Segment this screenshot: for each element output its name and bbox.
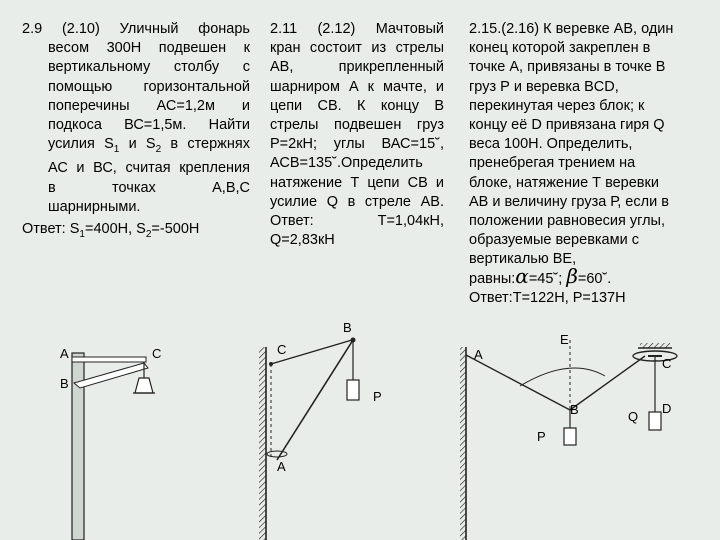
figure-rope-pulley xyxy=(460,340,677,540)
problem2-line: кран состоит из стрелы xyxy=(270,40,444,57)
problem2-line: АВ, прикрепленный xyxy=(270,59,444,76)
problem1-line: поперечины АС=1,2м и xyxy=(48,97,250,114)
fig2-label-b: В xyxy=(343,320,352,335)
problem1-line: вертикальному столбу с xyxy=(48,59,250,76)
figure-lamp-post xyxy=(72,353,155,540)
problem2-line: АСВ=135˘.Определить xyxy=(270,155,423,172)
problem3-line: веса 100Н. Определить, xyxy=(469,136,633,153)
rope-bc xyxy=(570,356,645,410)
figure-mast-crane xyxy=(259,338,359,540)
answer-end: =-500Н xyxy=(151,221,200,237)
subscript: 1 xyxy=(79,228,85,240)
street-lamp xyxy=(135,378,153,393)
fig3-label-c: С xyxy=(662,356,672,371)
problem2-line: цепи СВ. К концу В xyxy=(270,97,444,114)
problem3-line: положении равновесия углы, xyxy=(469,213,665,230)
rope-ab xyxy=(466,355,570,410)
beta-value: =60˘. xyxy=(577,270,612,287)
beta-symbol: β xyxy=(566,263,578,288)
problem3-line: образуемые веревками с xyxy=(469,232,639,249)
problem1-line: АС и ВС, считая крепления xyxy=(48,160,250,177)
problem1-forces-and: и S xyxy=(119,136,156,153)
hinge-a xyxy=(267,451,287,457)
problem3-line: блоке, натяжение Т веревки xyxy=(469,174,659,191)
wall-hatching xyxy=(460,347,466,540)
problem3-line: перекинутая через блок; к xyxy=(469,97,645,114)
problem3-line: 2.15.(2.16) К веревке АВ, один xyxy=(469,21,674,37)
fig3-label-a: А xyxy=(474,347,483,362)
problem3-line: пренебрегая трением на xyxy=(469,155,636,172)
fig1-label-c: С xyxy=(152,346,162,361)
point-b xyxy=(351,338,356,343)
problem3-answer: Ответ:Т=122Н, Р=137Н xyxy=(469,289,626,306)
horizontal-beam-ac xyxy=(72,357,146,362)
fig3-label-p: Р xyxy=(537,429,546,444)
subscript: 2 xyxy=(155,144,162,156)
problem2-line: Ответ: Т=1,04кН, xyxy=(270,213,444,230)
angles-prefix: равны: xyxy=(469,270,516,287)
mast-hatching xyxy=(259,347,266,540)
answer-mid: =400Н, S xyxy=(84,221,146,237)
problem1-forces-s: усилия S xyxy=(48,136,114,153)
fig3-label-d: D xyxy=(662,401,672,416)
problem3-line: концу её D привязана гиря Q xyxy=(469,117,665,134)
problem2-line: Р=2кН; углы ВАС=15˘, xyxy=(270,136,444,153)
problem2-line: стрелы подвешен груз xyxy=(270,117,444,134)
problem2-line: натяжение Т цепи СВ и xyxy=(270,174,444,191)
boom-ab xyxy=(277,340,353,460)
problem1-line: шарнирными. xyxy=(48,198,141,215)
problem3-line: вертикалью ВЕ, xyxy=(469,251,577,268)
problem2-line: шарниром А к мачте, и xyxy=(270,78,444,95)
problem1-line: помощью горизонтальной xyxy=(48,78,250,95)
ceiling-hatching xyxy=(640,343,670,348)
fig3-label-e: Е xyxy=(560,332,569,347)
problem2-line: усилие Q в стреле АВ. xyxy=(270,193,444,210)
problem3-line: груз Р и веревка BCD, xyxy=(469,78,619,95)
fig1-label-a: А xyxy=(60,346,69,361)
load-p xyxy=(347,380,359,400)
fig2-label-c: С xyxy=(277,342,287,357)
problem1-line: подкоса ВС=1,5м. Найти xyxy=(48,117,250,134)
problem1-line: 2.9 (2.10) Уличный фонарь xyxy=(22,21,250,37)
fig3-label-q: Q xyxy=(628,409,639,424)
alpha-value: =45˘; xyxy=(528,270,563,287)
angle-arc xyxy=(520,368,605,386)
fig3-label-b: В xyxy=(570,402,579,417)
problem3-line: точке А, привязаны в точке В xyxy=(469,59,666,76)
subscript: 2 xyxy=(145,228,152,240)
problem1-forces-rods: в стержнях xyxy=(161,136,250,153)
subscript: 1 xyxy=(113,144,120,156)
fig2-label-a: А xyxy=(277,459,286,474)
fig2-label-p: Р xyxy=(373,389,382,404)
answer-prefix: Ответ: S xyxy=(22,221,80,237)
problem3-line: АВ и величину груза Р, если в xyxy=(469,193,669,210)
weight-q xyxy=(649,412,661,430)
fig1-label-b: В xyxy=(60,376,69,391)
load-p xyxy=(564,428,576,445)
alpha-symbol: α xyxy=(515,263,529,288)
problem2-line: Q=2,83кН xyxy=(270,232,335,249)
point-c xyxy=(269,362,273,366)
problem1-line: весом 300Н подвешен к xyxy=(48,40,250,57)
problem1-line: в точках А,В,С xyxy=(48,179,250,196)
problem2-line: 2.11 (2.12) Мачтовый xyxy=(270,21,444,37)
problem3-line: конец которой закреплен в xyxy=(469,40,651,57)
